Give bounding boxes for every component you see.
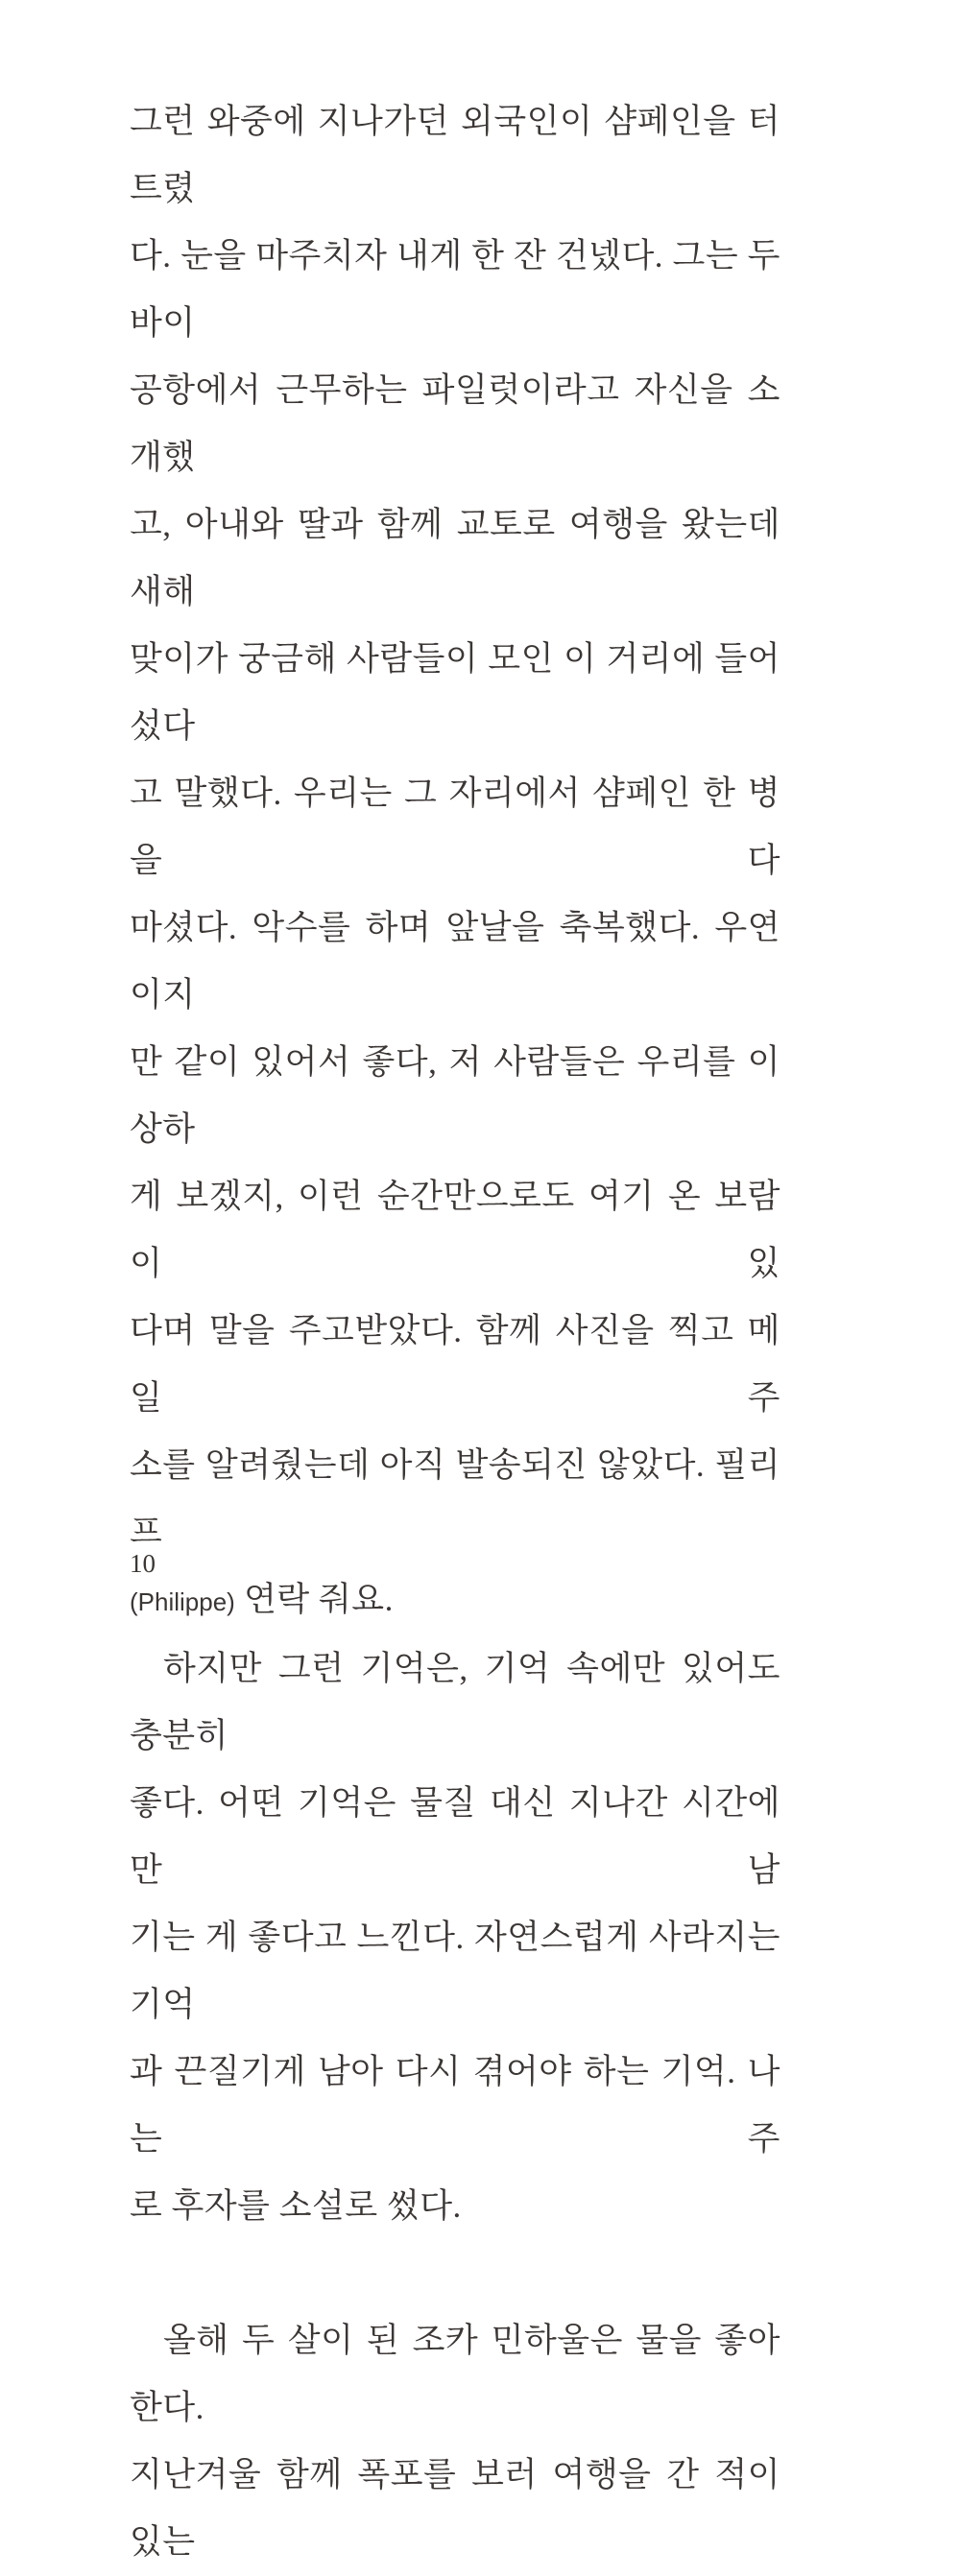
text-line: 맞이가 궁금해 사람들이 모인 이 거리에 들어섰다 — [130, 640, 780, 745]
text-line: 고 말했다. 우리는 그 자리에서 샴페인 한 병을 다 — [130, 775, 780, 879]
text-line-korean: 연락 줘요. — [244, 1581, 394, 1618]
text-line: 다. 눈을 마주치자 내게 한 잔 건넸다. 그는 두바이 — [130, 237, 780, 342]
text-line: 기는 게 좋다고 느낀다. 자연스럽게 사라지는 기억 — [130, 1919, 780, 2023]
body-text — [130, 88, 780, 2576]
text-line: 마셨다. 악수를 하며 앞날을 축복했다. 우연이지 — [130, 909, 780, 1014]
text-line: 좋다. 어떤 기억은 물질 대신 지나간 시간에만 남 — [130, 1784, 780, 1889]
text-line — [130, 1566, 780, 1635]
text-line: 소를 알려줬는데 아직 발송되진 않았다. 필리프 — [130, 1446, 780, 1551]
page-number: 10 — [130, 1549, 156, 1578]
paragraph-last-line: 로 후자를 소설로 썼다. — [130, 2187, 462, 2225]
section-first-line: 올해 두 살이 된 조카 민하울은 물을 좋아한다. — [130, 2322, 780, 2426]
text-line: 고, 아내와 딸과 함께 교토로 여행을 왔는데 새해 — [130, 506, 780, 610]
text-line: 지난겨울 함께 폭포를 보러 여행을 간 적이 있는 — [130, 2456, 780, 2561]
text-line: 그런 와중에 지나가던 외국인이 샴페인을 터트렸 — [130, 103, 780, 207]
text-line: 게 보겠지, 이런 순간만으로도 여기 온 보람이 있 — [130, 1178, 780, 1282]
text-line: 공항에서 근무하는 파일럿이라고 자신을 소개했 — [130, 371, 780, 476]
text-line: 다며 말을 주고받았다. 함께 사진을 찍고 메일 주 — [130, 1312, 780, 1417]
latin-name-philippe: (Philippe) — [130, 1587, 235, 1616]
paragraph-first-line: 하지만 그런 기억은, 기억 속에만 있어도 충분히 — [130, 1650, 780, 1754]
text-line: 만 같이 있어서 좋다, 저 사람들은 우리를 이상하 — [130, 1043, 780, 1148]
text-line: 과 끈질기게 남아 다시 겪어야 하는 기억. 나는 주 — [130, 2053, 780, 2158]
